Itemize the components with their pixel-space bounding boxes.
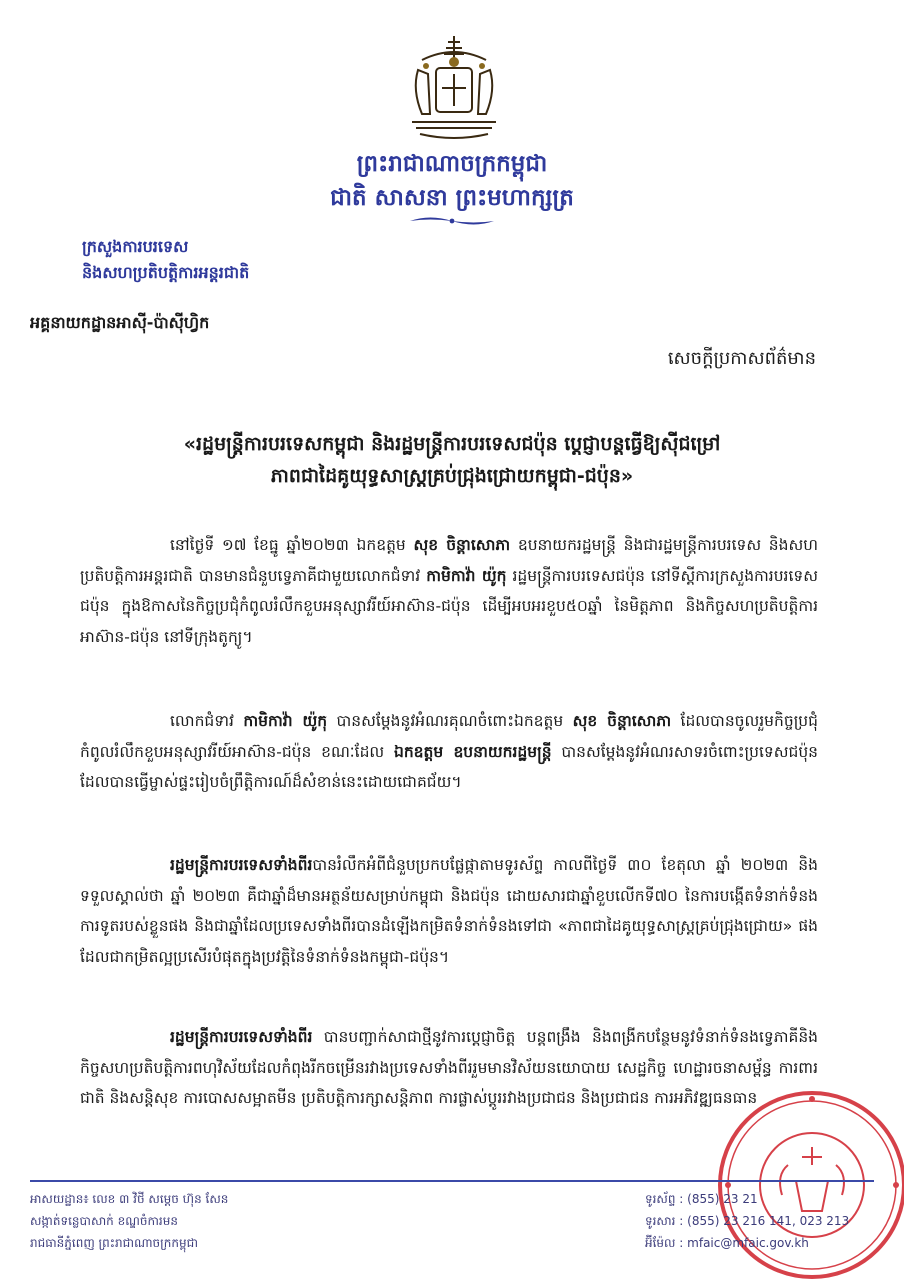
p4-subject: រដ្ឋមន្ត្រីការបរទេសទាំងពីរ xyxy=(170,1028,313,1046)
footer-divider xyxy=(30,1180,874,1182)
p2-text: លោកជំទាវ xyxy=(170,712,244,730)
paragraph-3 xyxy=(80,850,818,972)
p2-text: បានសម្ដែងនូវអំណរសាទរចំពោះប្រទេសជប៉ុន ដែលបានធ្វើម្ចាស់ផ្ទះរៀបចំព្រឹត្តិការណ៍ដ៏សំខាន់នេះដោយជោគជ័យ។ xyxy=(80,742,818,791)
footer-address xyxy=(30,1188,450,1254)
fax-label: ទូរសារ : xyxy=(645,1214,684,1228)
footer-contacts xyxy=(645,1188,895,1254)
address-line2: សង្កាត់ទន្លេបាសាក់ ខណ្ឌចំការមន xyxy=(30,1214,178,1228)
department-name: អគ្គនាយកដ្ឋានអាស៊ី-ប៉ាស៊ីហ្វិក xyxy=(30,313,210,332)
email-label: អ៊ីម៉ែល : xyxy=(645,1236,684,1250)
kingdom-title: ព្រះរាជាណាចក្រកម្ពុជា xyxy=(356,151,548,177)
address-line3: រាជធានីភ្នំពេញ ព្រះរាជាណាចក្រកម្ពុជា xyxy=(30,1236,198,1250)
p1-name: សុខ ចិន្ដាសោភា xyxy=(413,536,511,554)
document-type: សេចក្តីប្រកាសព័ត៌មាន xyxy=(667,348,816,369)
paragraph-4 xyxy=(80,1022,818,1114)
email-value: mfaic@mfaic.gov.kh xyxy=(687,1236,809,1250)
fax-value: (855) 23 216 141, 023 213 xyxy=(687,1214,850,1228)
official-seal-stamp xyxy=(712,1085,904,1285)
p3-text: បានរំលឹកអំពីជំនួបប្រកបផ្លែផ្កាតាមទូរស័ព្ទ កាលពីថ្ងៃទី ៣០ ខែតុលា ឆ្នាំ ២០២៣ និងទទួលស្គាល់ថា ឆ្នាំ ២០២៣ គឺជាឆ្នាំដ៏មានអត្ថន័យសម្រាប់កម្ពុជា និងជប៉ុន ដោយសារជាឆ្នាំខួបលើកទី៧០ នៃការបង្កើតទំនាក់ទំនងការទូតរបស់ខ្លួនផង និងជាឆ្នាំដែលប្រទេសទាំងពីរបានដំឡើងកម្រិតទំនាក់ទំនងទៅជា «ភាពជាដៃគូយុទ្ធសាស្ត្រគ្រប់ជ្រុងជ្រោយ» ផង ដែលជាកម្រិតល្អប្រសើរបំផុតក្នុងប្រវត្តិនៃទំនាក់ទំនងកម្ពុជា-ជប៉ុន។ xyxy=(80,856,818,966)
p1-name: កាមិកាវ៉ា យ៉ូកុ xyxy=(426,566,507,585)
divider-ornament xyxy=(408,214,496,228)
p2-name: កាមិកាវ៉ា យ៉ូកុ xyxy=(243,712,328,730)
phone-value: (855) 23 21 xyxy=(687,1192,758,1206)
headline xyxy=(60,428,844,492)
p2-text: ដែលបានចូលរួមកិច្ចប្រជុំកំពូលរំលឹកខួបអនុស្សាវរីយ៍អាស៊ាន-ជប៉ុន ខណៈដែល xyxy=(80,712,818,761)
p2-name: ឯកឧត្តម ឧបនាយករដ្ឋមន្ត្រី xyxy=(393,742,552,761)
phone-label: ទូរស័ព្ទ : xyxy=(645,1192,684,1206)
headline-line1: «រដ្ឋមន្ត្រីការបរទេសកម្ពុជា និងរដ្ឋមន្ត្រីការបរទេសជប៉ុន ប្ដេជ្ញាបន្តធ្វើឱ្យស៊ីជម្រៅ xyxy=(183,433,721,455)
ministry-name-line2: និងសហប្រតិបត្តិការអន្តរជាតិ xyxy=(82,263,250,282)
p2-name: សុខ ចិន្ដាសោភា xyxy=(572,712,672,730)
p1-text: ឧបនាយករដ្ឋមន្ត្រី និងជារដ្ឋមន្ត្រីការបរទេស និងសហប្រតិបត្តិការអន្តរជាតិ បានមានជំនួបទ្វេភាគីជាមួយលោកជំទាវ xyxy=(80,536,818,585)
address-label: អាសយដ្ឋាន៖ xyxy=(30,1192,89,1206)
p1-text: រដ្ឋមន្ត្រីការបរទេសជប៉ុន នៅទីស្ដីការក្រសួងការបរទេសជប៉ុន ក្នុងឱកាសនៃកិច្ចប្រជុំកំពូលរំលឹកខួបអនុស្សាវរីយ៍អាស៊ាន-ជប៉ុន ដើម្បីអបអរខួប៥០ឆ្នាំ នៃមិត្តភាព និងកិច្ចសហប្រតិបត្តិការអាស៊ាន-ជប៉ុន នៅទីក្រុងតូក្យូ។ xyxy=(80,566,818,646)
address-line1: លេខ ៣ វិថី សម្ដេច ហ៊ុន សែន xyxy=(92,1192,229,1206)
ministry-name-line1: ក្រសួងការបរទេស xyxy=(82,237,189,256)
national-motto: ជាតិ សាសនា ព្រះមហាក្សត្រ xyxy=(330,185,574,211)
royal-coat-of-arms-emblem xyxy=(398,30,510,142)
paragraph-2 xyxy=(80,706,818,798)
p1-text: នៅថ្ងៃទី ១៧ ខែធ្នូ ឆ្នាំ២០២៣ ឯកឧត្តម xyxy=(170,536,414,554)
headline-line2: ភាពជាដៃគូយុទ្ធសាស្ត្រគ្រប់ជ្រុងជ្រោយកម្ពុជា-ជប៉ុន» xyxy=(270,465,634,487)
p2-text: បានសម្ដែងនូវអំណរគុណចំពោះឯកឧត្តម xyxy=(327,712,573,730)
paragraph-1 xyxy=(80,530,818,652)
p3-subject: រដ្ឋមន្ត្រីការបរទេសទាំងពីរ xyxy=(170,856,313,874)
p4-text: បានបញ្ជាក់សាជាថ្មីនូវការប្ដេជ្ញាចិត្ត បន្តពង្រឹង និងពង្រីកបន្ថែមនូវទំនាក់ទំនងទ្វេភាគីនិងកិច្ចសហប្រតិបត្តិការពហុវិស័យដែលកំពុងរីកចម្រើនរវាងប្រទេសទាំងពីររួមមានវិស័យនយោបាយ សេដ្ឋកិច្ច ហេដ្ឋារចនាសម្ព័ន្ធ ការពារជាតិ និងសន្តិសុខ ការបោសសម្អាតមីន ប្រតិបត្តិការក្សាសន្តិភាព ការផ្លាស់ប្ដូររវាងប្រជាជន និងប្រជាជន ការអភិវឌ្ឍធនធាន xyxy=(80,1028,818,1107)
